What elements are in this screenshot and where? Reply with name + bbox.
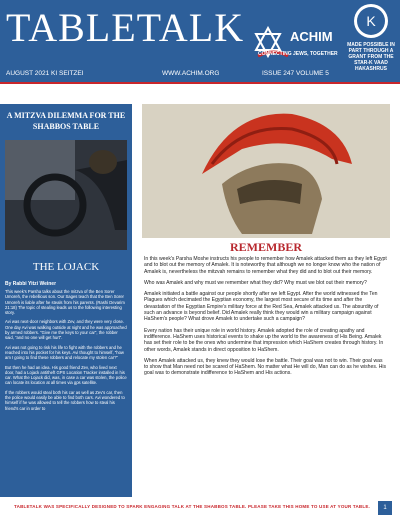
car-driver-image (5, 140, 127, 250)
footer-note: TABLETALK WAS SPECIFICALLY DESIGNED TO SPARK ENGAGING TALK AT THE SHABBOS TABLE. PLEASE TAKE THIS HOME TO USE AT YOUR TABLE. (14, 504, 370, 509)
sidebar-paragraph: If the robbers would steal both his car as well as Zev's car, then the police would easily be able to find both cars. Avi wondered to himself if he was allowed to tell the robbers how to steal his friend's car in order to (5, 389, 125, 411)
main-article-title: REMEMBER (230, 240, 302, 254)
sidebar-article-title: THE LOJACK (32, 261, 100, 273)
achim-tagline: CONNECTING JEWS, TOGETHER (258, 51, 338, 57)
website-link[interactable]: WWW.ACHIM.ORG (162, 70, 220, 77)
issue-number: ISSUE 247 VOLUME 5 (262, 70, 329, 77)
sidebar-paragraph: But then he had an idea. His good friend Zev, who lived next door, had a Lojack antitheft GPS Location Tracker installed in his car. What the Lojack did, was, in case a car was stolen, the police can locate its location at all times via gps satellite. (5, 364, 127, 386)
sidebar-paragraph: Avi was not going to risk his life to fight with the robbers and he reached into his pocket for his keys. Avi thought to himself, "how am I going to find these robbers and relocate my stolen car?" (5, 344, 124, 361)
byline: By Rabbi Yitzi Weiner (5, 281, 57, 287)
newsletter-title: TABLETALK (6, 5, 245, 50)
grant-note: MADE POSSIBLE IN PART THROUGH A GRANT FROM THE STAR-K VAAD HAKASHRUS (347, 42, 395, 72)
header-divider (0, 82, 400, 84)
main-article-text (144, 256, 388, 382)
issue-info-bar (0, 68, 400, 80)
issue-date: AUGUST 2021 KI SEITZEI (6, 70, 84, 77)
star-k-badge-icon (354, 4, 388, 38)
main-paragraph: When Amalek attacked us, they knew they would lose the battle. Their goal was not to win. Their goal was to show that Man need not be scared of HaShem. No matter what He will do, Man can do as he wishes. His goal was to demonstrate indifference to HaShem and His actions. (144, 357, 387, 377)
sidebar-paragraph: Avi was next-door neighbors with Zev, and they were very close. One day Avi was walking outside at night and he was approached by armed robbers. "Give me the keys to your car", the robber said, "and no one will get hurt". (5, 319, 127, 341)
main-paragraph: Who was Amalek and why must we remember what they did? Why must we blot out their memory? (144, 279, 367, 286)
main-paragraph: Every nation has their unique role in world history. Amalek adopted the role of creating apathy and indifference. HaShem uses historical events to shake up the world to the awareness of His Being. Amalek has set their role to be the ones who undermine that impression which HaShem creates through history. In other words, Amalek stands in direct opposition to HaShem. (144, 327, 384, 353)
achim-name: ACHIM (290, 29, 333, 44)
main-paragraph: Amalek initiated a battle against our people shortly after we left Egypt. After the world witnessed the Ten Plagues which decimated the Egyptian economy, the largest most secure of its time and after the devastation of the Egyptian Empire's military force at the Red Sea, Amalek attacked us. The absurdity of such an advance is beyond belief. Did Amalek really think they would win a military campaign against HaShem's people? What drove Amalek to undertake such a campaign? (144, 291, 379, 323)
sidebar-article-text (5, 289, 127, 415)
page-number: 1 (378, 501, 392, 515)
sidebar-paragraph: This week's Parsha talks about the mitzva of the Ben Sorer Umoreh, the rebellious son. Our Sages teach that the Ben Sorer Umoreh is liable after he steals from his parents. (Rashi Devarim 21:18) The topic of stealing leads us to the following interesting story. (5, 289, 125, 316)
main-paragraph: In this week's Parsha Moshe instructs his people to remember how Amalek attacked them as they left Egypt and to blot out the memory of Amalek. It is noteworthy that although we no longer know who the nation of Amalek is, nevertheless the mitzvah remains to remember what they did and to blot out their memory. (144, 256, 387, 275)
sidebar-heading: A MITZVA DILEMMA FOR THE SHABBOS TABLE (6, 111, 126, 131)
badge-letter: K (357, 7, 385, 35)
helmet-image (142, 104, 390, 238)
